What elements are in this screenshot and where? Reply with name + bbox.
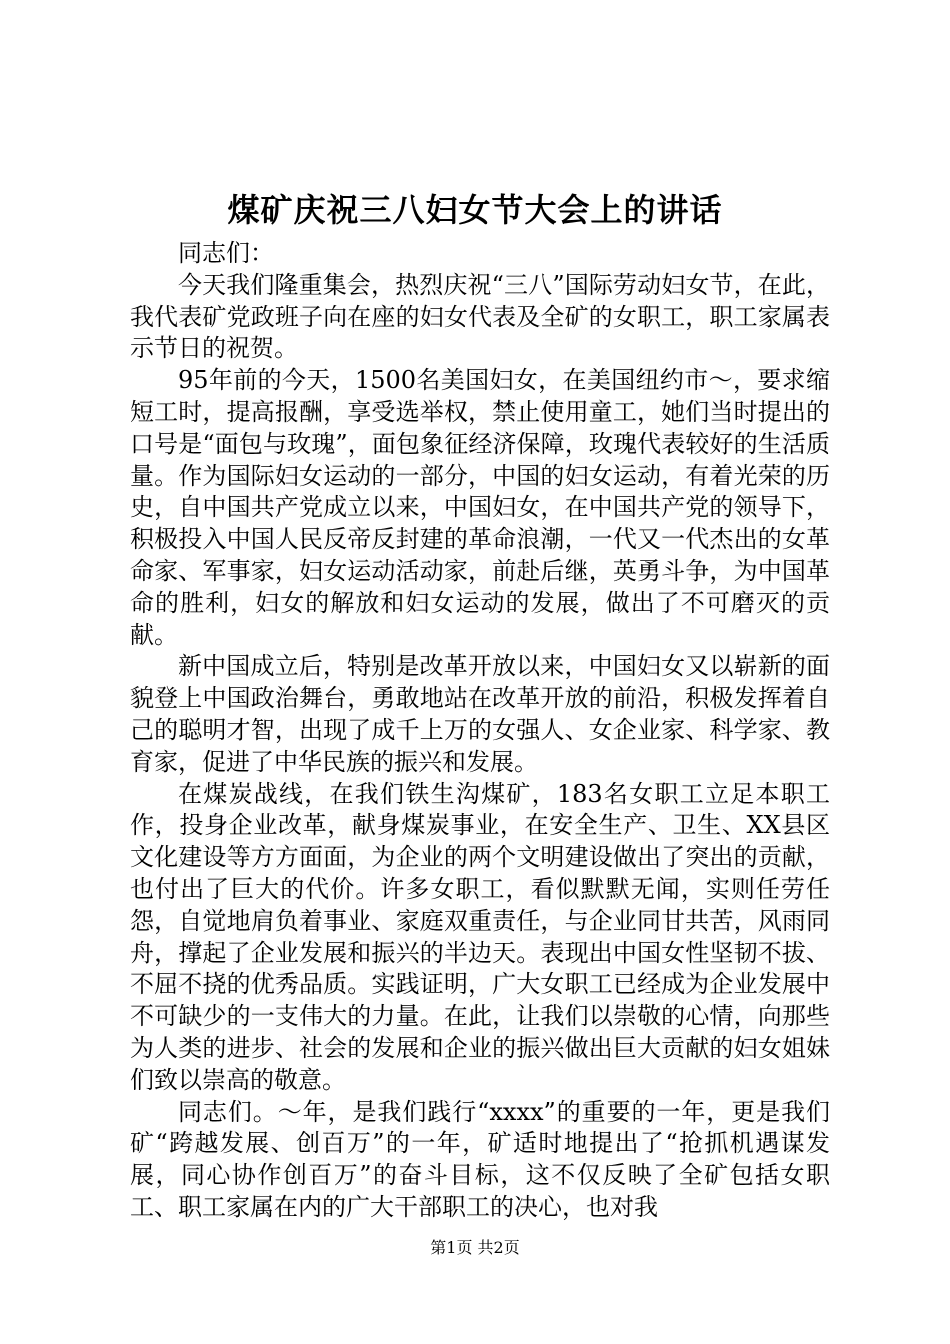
- body-paragraph: 同志们。～年，是我们践行“xxxx”的重要的一年，更是我们矿“跨越发展、创百万”的一年，矿适时地提出了“抢抓机遇谋发展，同心协作创百万”的奋斗目标，这不仅反映了全矿包括女职工、职工家属在内的广大干部职工的决心，也对我: [130, 1097, 830, 1221]
- body-paragraph: 新中国成立后，特别是改革开放以来，中国妇女又以崭新的面貌登上中国政治舞台，勇敢地站在改革开放的前沿，积极发挥着自己的聪明才智，出现了成千上万的女强人、女企业家、科学家、教育家，促进了中华民族的振兴和发展。: [130, 652, 830, 776]
- body-paragraph: 95年前的今天，1500名美国妇女，在美国纽约市～，要求缩短工时，提高报酬，享受选举权，禁止使用童工，她们当时提出的口号是“面包与玫瑰”，面包象征经济保障，玫瑰代表较好的生活质量。作为国际妇女运动的一部分，中国的妇女运动，有着光荣的历史，自中国共产党成立以来，中国妇女，在中国共产党的领导下，积极投入中国人民反帝反封建的革命浪潮，一代又一代杰出的女革命家、军事家，妇女运动活动家，前赴后继，英勇斗争，为中国革命的胜利，妇女的解放和妇女运动的发展，做出了不可磨灭的贡献。: [130, 366, 830, 649]
- document-title: 煤矿庆祝三八妇女节大会上的讲话: [227, 191, 723, 229]
- body-paragraph: 在煤炭战线，在我们铁生沟煤矿，183名女职工立足本职工作，投身企业改革，献身煤炭事业，在安全生产、卫生、XX县区文化建设等方方面面，为企业的两个文明建设做出了突出的贡献，也付出了巨大的代价。许多女职工，看似默默无闻，实则任劳任怨，自觉地肩负着事业、家庭双重责任，与企业同甘共苦，风雨同舟，撑起了企业发展和振兴的半边天。表现出中国女性坚韧不拔、不屈不挠的优秀品质。实践证明，广大女职工已经成为企业发展中不可缺少的一支伟大的力量。在此，让我们以崇敬的心情，向那些为人类的进步、社会的发展和企业的振兴做出巨大贡献的妇女姐妹们致以崇高的敬意。: [130, 779, 830, 1094]
- body-paragraph: 今天我们隆重集会，热烈庆祝“三八”国际劳动妇女节，在此，我代表矿党政班子向在座的妇女代表及全矿的女职工，职工家属表示节日的祝贺。: [130, 270, 830, 363]
- salutation-paragraph: 同志们：: [178, 239, 274, 267]
- page-number-footer: 第1页 共2页: [430, 1238, 520, 1257]
- document-body: [130, 238, 830, 1224]
